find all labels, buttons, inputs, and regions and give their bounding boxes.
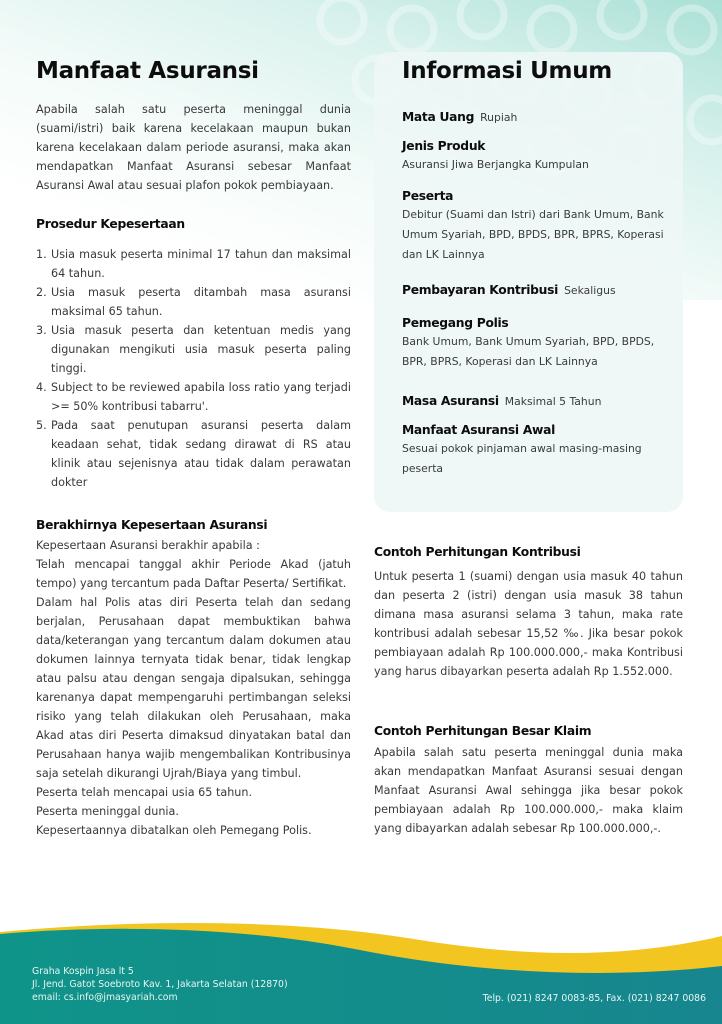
info-pembayaran-kontribusi: Pembayaran Kontribusi Sekaligus [402, 283, 616, 297]
prosedur-item: 4. Subject to be reviewed apabila loss ratio yang terjadi >= 50% kontribusi tabarru'. [36, 381, 351, 413]
left-column [36, 58, 351, 840]
footer-email[interactable]: email: cs.info@jmasyariah.com [32, 992, 178, 1003]
footer-address-line2: Jl. Jend. Gatot Soebroto Kav. 1, Jakarta Selatan (12870) [32, 979, 288, 990]
footer-phone: Telp. (021) 8247 0083-85, Fax. (021) 8247 0086 [482, 993, 706, 1004]
berakhirnya-paragraph: Peserta meninggal dunia. [36, 805, 179, 818]
info-jenis-produk: Jenis Produk Asuransi Jiwa Berjangka Kumpulan [402, 139, 589, 171]
info-peserta: Peserta Debitur (Suami dan Istri) dari Bank Umum, Bank Umum Syariah, BPD, BPDS, BPR, BPRS, Koperasi dan LK Lainnya [402, 189, 664, 261]
manfaat-body: Apabila salah satu peserta meninggal dunia (suami/istri) baik karena kecelakaan maupun bukan karena kecelakaan dalam periode asuransi, maka akan mendapatkan Manfaat Asuransi sebesar Manfaat Asuransi Awal atau sesuai plafon pokok pembiayaan. [36, 103, 351, 192]
footer-address-line1: Graha Kospin Jasa lt 5 [32, 966, 134, 977]
info-mata-uang: Mata Uang Rupiah [402, 110, 518, 124]
info-masa-asuransi: Masa Asuransi Maksimal 5 Tahun [402, 394, 602, 408]
footer-address [32, 965, 288, 1004]
berakhirnya-paragraph: Telah mencapai tanggal akhir Periode Akad (jatuh tempo) yang tercantum pada Daftar Peserta/ Sertifikat. [36, 558, 351, 590]
info-manfaat-awal: Manfaat Asuransi Awal Sesuai pokok pinjaman awal masing-masing peserta [402, 423, 642, 475]
prosedur-list [36, 245, 351, 492]
prosedur-item: 5. Pada saat penutupan asuransi peserta dalam keadaan sehat, tidak sedang dirawat di RS atau klinik atau sejenisnya atau tidak dalam perawatan dokter [36, 419, 351, 489]
prosedur-item: 1. Usia masuk peserta minimal 17 tahun dan maksimal 64 tahun. [36, 248, 351, 280]
berakhirnya-paragraph: Peserta telah mencapai usia 65 tahun. [36, 786, 253, 799]
prosedur-title: Prosedur Kepesertaan [36, 217, 185, 231]
manfaat-title: Manfaat Asuransi [36, 58, 259, 84]
berakhirnya-title: Berakhirnya Kepesertaan Asuransi [36, 518, 268, 532]
berakhirnya-paragraph: Kepesertaannya dibatalkan oleh Pemegang Polis. [36, 824, 312, 837]
informasi-umum-content [402, 58, 672, 479]
info-pemegang-polis: Pemegang Polis Bank Umum, Bank Umum Syariah, BPD, BPDS, BPR, BPRS, Koperasi dan LK Lainnya [402, 316, 655, 368]
informasi-title: Informasi Umum [402, 58, 612, 84]
prosedur-item: 3. Usia masuk peserta dan ketentuan medis yang digunakan mengikuti usia masuk peserta paling tinggi. [36, 324, 351, 375]
contoh-klaim-body: Apabila salah satu peserta meninggal dunia maka akan mendapatkan Manfaat Asuransi sesuai dengan Manfaat Asuransi Awal sehingga jika besar pokok pembiayaan adalah Rp 100.000.000,- maka klaim yang dibayarkan adalah sebesar Rp 100.000.000,-. [374, 746, 683, 835]
prosedur-item: 2. Usia masuk peserta ditambah masa asuransi maksimal 65 tahun. [36, 286, 351, 318]
contoh-klaim-section [374, 724, 683, 838]
footer-wave [0, 900, 722, 1024]
berakhirnya-intro: Kepesertaan Asuransi berakhir apabila : [36, 539, 260, 552]
contoh-kontribusi-body: Untuk peserta 1 (suami) dengan usia masuk 40 tahun dan peserta 2 (istri) dengan usia masuk 38 tahun dimana masa asuransi selama 3 tahun, maka rate kontribusi adalah sebesar 15,52 ‰. Jika besar pokok pembiayaan adalah Rp 100.000.000,- maka Kontribusi yang harus dibayarkan peserta adalah Rp 1.552.000. [374, 570, 683, 678]
contoh-klaim-title: Contoh Perhitungan Besar Klaim [374, 724, 592, 738]
berakhirnya-paragraph: Dalam hal Polis atas diri Peserta telah dan sedang berjalan, Perusahaan dapat membuktikan bahwa data/keterangan yang tercantum dalam dokumen atau dokumen lainnya ternyata tidak benar, tidak lengkap atau palsu atau dengan sengaja dipalsukan, sehingga karenanya dapat mempengaruhi pertimbangan seleksi risiko yang telah dilakukan oleh Perusahaan, maka Akad atas diri Peserta dimaksud dinyatakan batal dan Perusahaan hanya wajib mengembalikan Kontribusinya saja setelah dikurangi Ujrah/Biaya yang timbul. [36, 596, 351, 780]
contoh-kontribusi-section [374, 545, 683, 681]
contoh-kontribusi-title: Contoh Perhitungan Kontribusi [374, 545, 581, 559]
